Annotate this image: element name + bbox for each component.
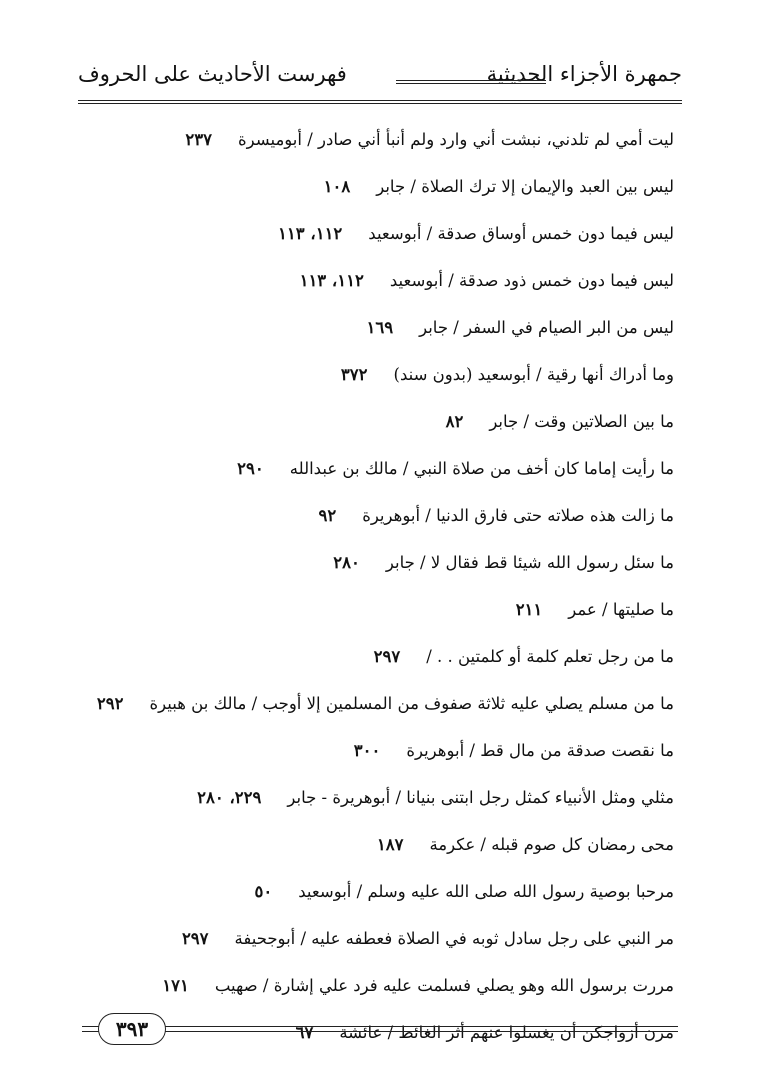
index-entry: [120, 774, 674, 821]
entry-text: ما زالت هذه صلاته حتى فارق الدنيا / أبوهريرة: [362, 506, 674, 525]
entry-page-ref: ٢٩٠: [237, 459, 264, 478]
entry-text: ليس من البر الصيام في السفر / جابر: [419, 318, 674, 337]
entry-page-ref: ١٠٨: [323, 177, 351, 196]
entry-page-ref: ٣٧٢: [340, 365, 368, 384]
header-rule: [78, 100, 682, 101]
entry-page-ref: ٢٩٢: [96, 694, 124, 713]
entry-page-ref: ١١٢، ١١٣: [299, 271, 364, 290]
entry-page-ref: ١١٢، ١١٣: [278, 224, 343, 243]
footer-rule: [82, 1026, 678, 1027]
entry-text: ليس فيما دون خمس أوساق صدقة / أبوسعيد: [368, 224, 674, 243]
entry-text: مثلي ومثل الأنبياء كمثل رجل ابتنى بنيانا / أبوهريرة - جابر: [287, 788, 674, 807]
entry-page-ref: ٣٠٠: [353, 741, 381, 760]
page-number: ٣٩٣: [98, 1013, 166, 1045]
index-entry: [120, 539, 674, 586]
index-entry: [120, 445, 674, 492]
entry-text: وما أدراك أنها رقية / أبوسعيد (بدون سند): [393, 365, 674, 384]
entry-text: محى رمضان كل صوم قبله / عكرمة: [429, 835, 674, 854]
entry-page-ref: ٢٢٩، ٢٨٠: [197, 788, 262, 807]
entry-text: ليت أمي لم تلدني، نبشت أني وارد ولم أنبأ أني صادر / أبوميسرة: [238, 130, 674, 149]
index-entry: [96, 680, 674, 727]
index-entry: [120, 398, 674, 445]
entry-text: مرحبا بوصية رسول الله صلى الله عليه وسلم / أبوسعيد: [298, 882, 674, 901]
entry-page-ref: ٢١١: [515, 600, 543, 619]
entry-page-ref: ٦٧: [295, 1023, 314, 1042]
entry-text: ما من رجل تعلم كلمة أو كلمتين . . /: [426, 647, 674, 666]
entry-text: ما نقصت صدقة من مال قط / أبوهريرة: [406, 741, 674, 760]
entry-page-ref: ٢٩٧: [373, 647, 401, 666]
footer-rule-thin: [82, 1031, 678, 1032]
index-entry: [120, 821, 674, 868]
entry-page-ref: ٩٢: [318, 506, 337, 525]
entry-text: ما من مسلم يصلي عليه ثلاثة صفوف من المسلمين إلا أوجب / مالك بن هبيرة: [149, 694, 674, 713]
entry-text: ما سئل رسول الله شيئا قط فقال لا / جابر: [385, 553, 674, 572]
section-title: فهرست الأحاديث على الحروف: [78, 62, 347, 86]
index-entry: [120, 116, 674, 163]
entry-text: مرن أزواجكن أن يغسلوا عنهم أثر الغائط / عائشة: [339, 1023, 674, 1042]
index-entry: [120, 915, 674, 962]
index-entry: [120, 1009, 674, 1056]
index-entry: [120, 962, 674, 1009]
entry-text: مررت برسول الله وهو يصلي فسلمت عليه فرد علي إشارة / صهيب: [214, 976, 674, 995]
index-entry: [120, 257, 674, 304]
header-separator: [396, 80, 546, 84]
entry-page-ref: ٥٠: [254, 882, 273, 901]
index-entry: [120, 633, 674, 680]
entry-text: ليس بين العبد والإيمان إلا ترك الصلاة / جابر: [376, 177, 674, 196]
index-entry: [120, 492, 674, 539]
running-header: [78, 58, 682, 98]
index-entry: [120, 210, 674, 257]
entry-page-ref: ٨٢: [445, 412, 464, 431]
index-entry: [120, 586, 674, 633]
entry-page-ref: ٢٩٧: [181, 929, 209, 948]
entry-page-ref: ٢٣٧: [185, 130, 212, 149]
entry-page-ref: ١٨٧: [376, 835, 404, 854]
book-title: جمهرة الأجزاء الحديثية: [486, 62, 682, 86]
header-rule-thin: [78, 103, 682, 104]
index-entry: [120, 163, 674, 210]
entry-text: ليس فيما دون خمس ذود صدقة / أبوسعيد: [389, 271, 674, 290]
index-entry: [120, 351, 674, 398]
index-entry: [120, 868, 674, 915]
index-entry: [120, 304, 674, 351]
index-entry: [120, 727, 674, 774]
hadith-index-list: [96, 116, 674, 1056]
entry-text: ما رأيت إماما كان أخف من صلاة النبي / مالك بن عبدالله: [289, 459, 674, 478]
entry-page-ref: ٢٨٠: [333, 553, 360, 572]
entry-page-ref: ١٦٩: [366, 318, 394, 337]
entry-page-ref: ١٧١: [162, 976, 189, 995]
entry-text: مر النبي على رجل سادل ثوبه في الصلاة فعطفه عليه / أبوجحيفة: [234, 929, 674, 948]
entry-text: ما صليتها / عمر: [568, 600, 674, 619]
entry-text: ما بين الصلاتين وقت / جابر: [489, 412, 674, 431]
